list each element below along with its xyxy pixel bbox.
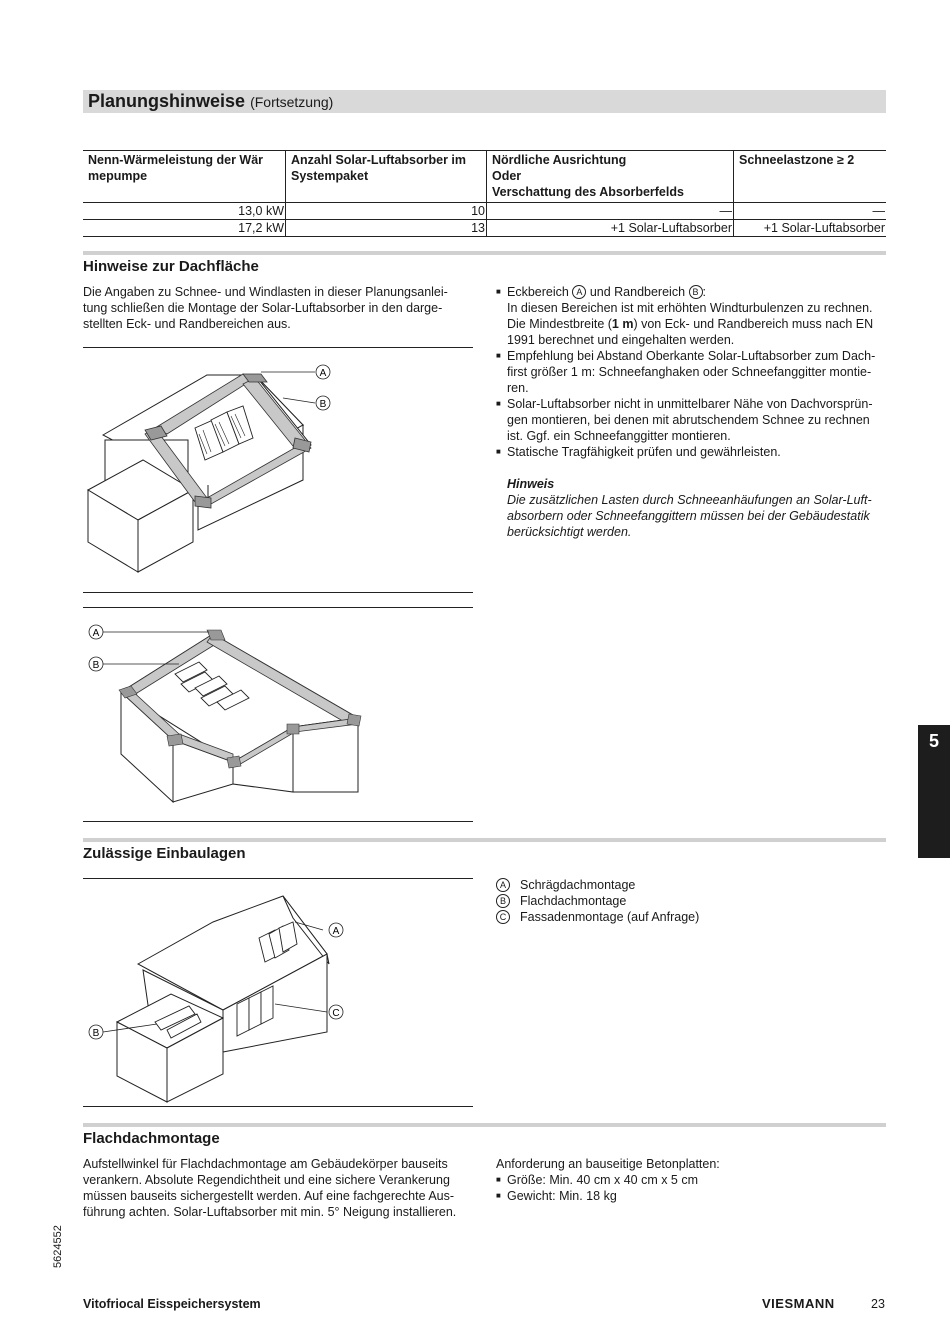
roof-intro-text: Die Angaben zu Schnee- und Windlasten in dieser Planungsanleitung schließen die Montage der Solar-Luftabsorber in den dargestellten Eck- und Randbereichen aus. — [83, 285, 448, 331]
figure-rule — [83, 1106, 473, 1107]
table-cell: +1 Solar-Luftabsorber — [487, 220, 734, 237]
mounting-positions-figure — [83, 882, 473, 1104]
section-divider — [83, 251, 886, 255]
document-number: 5624552 — [52, 1225, 64, 1268]
label-a-icon: A — [92, 628, 100, 639]
hint-title: Hinweis — [507, 477, 555, 491]
brand-logo: VIESMANN — [762, 1296, 835, 1311]
table-cell: — — [487, 203, 734, 220]
roof-bullet-list — [496, 284, 888, 460]
roof-notes — [496, 284, 888, 540]
gable-roof-figure — [83, 350, 473, 590]
label-a-icon: A — [496, 878, 510, 892]
table-header-cell: Nördliche Ausrichtung Oder Verschattung des Absorberfelds — [487, 151, 734, 203]
hint-text: Die zusätzlichen Lasten durch Schneeanhäufungen an Solar-Luftabsorbern oder Schneefanggittern müssen bei der Gebäudestatik berücksichtigt werden. — [507, 493, 872, 539]
label-b-icon: B — [92, 660, 100, 671]
page-title: Planungshinweise (Fortsetzung) — [88, 91, 334, 111]
figure-rule — [83, 821, 473, 822]
page-subtitle: (Fortsetzung) — [250, 94, 334, 110]
section-heading-mounting: Zulässige Einbaulagen — [83, 845, 246, 862]
page-number: 23 — [871, 1297, 885, 1311]
table-cell: 13,0 kW — [83, 203, 286, 220]
capacity-table — [83, 150, 886, 237]
list-item: ■ Gewicht: Min. 18 kg — [496, 1188, 886, 1204]
table-header-cell: Nenn-Wärmeleistung der Wär mepumpe — [83, 151, 286, 203]
table-header-cell: Schneelastzone ≥ 2 — [734, 151, 887, 203]
chapter-tab: 5 — [918, 725, 950, 858]
footer-product: Vitofriocal Eisspeichersystem — [83, 1297, 261, 1311]
label-a-icon: A — [332, 926, 340, 937]
table-header-cell: Anzahl Solar-Luftabsorber im Systempaket — [286, 151, 487, 203]
table-cell: 17,2 kW — [83, 220, 286, 237]
list-item: ■ Solar-Luftabsorber nicht in unmittelbarer Nähe von Dachvorsprüngen montieren, bei denen mit abrutschendem Schnee zu rechnen ist. Ggf. ein Schneefanggitter montieren. — [496, 396, 888, 444]
table-cell: +1 Solar-Luftabsorber — [734, 220, 887, 237]
figure-rule — [83, 607, 473, 608]
list-item: ■ Empfehlung bei Abstand Oberkante Solar-Luftabsorber zum Dachfirst größer 1 m: Schneefanghaken oder Schneefanggitter montieren. — [496, 348, 888, 396]
table-cell: — — [734, 203, 887, 220]
mounting-legend — [496, 877, 699, 925]
label-b-icon: B — [496, 894, 510, 908]
table-header-row — [83, 151, 886, 203]
label-c-icon: C — [332, 1008, 340, 1019]
flatroof-text: Aufstellwinkel für Flachdachmontage am Gebäudekörper bauseits verankern. Absolute Regendichtheit und eine sichere Verankerung müssen bauseits sichergestellt werden. Auf eine fachgerechte Ausführung achten. Solar-Luftabsorber mit min. 5° Neigung installieren. — [83, 1157, 457, 1219]
table-cell: 10 — [286, 203, 487, 220]
figure-rule — [83, 878, 473, 879]
page-title-bar — [83, 90, 886, 113]
label-b-icon: B — [92, 1028, 100, 1039]
figure-rule — [83, 592, 473, 593]
label-c-icon: C — [496, 910, 510, 924]
section-divider — [83, 838, 886, 842]
label-a-icon: A — [319, 368, 327, 379]
legend-item: A Schrägdachmontage — [496, 877, 699, 893]
list-item: ■ Statische Tragfähigkeit prüfen und gewährleisten. — [496, 444, 888, 460]
table-row — [83, 203, 886, 220]
section-heading-flatroof: Flachdachmontage — [83, 1130, 220, 1147]
section-divider — [83, 1123, 886, 1127]
legend-item: C Fassadenmontage (auf Anfrage) — [496, 909, 699, 925]
flat-roof-figure — [83, 612, 473, 820]
legend-item: B Flachdachmontage — [496, 893, 699, 909]
table-row — [83, 220, 886, 237]
label-b-icon: B — [689, 285, 703, 299]
section-heading-roof: Hinweise zur Dachfläche — [83, 258, 259, 275]
requirements-title: Anforderung an bauseitige Betonplatten: — [496, 1157, 720, 1171]
list-item: ■ Eckbereich A und Randbereich B : In diesen Bereichen ist mit erhöhten Windturbulenzen zu rechnen. Die Mindestbreite (1 m) von Eck- und Randbereich muss nach EN 1991 berechnet und eingehalten werden. — [496, 284, 888, 348]
list-item: ■ Größe: Min. 40 cm x 40 cm x 5 cm — [496, 1172, 886, 1188]
table-cell: 13 — [286, 220, 487, 237]
label-a-icon: A — [572, 285, 586, 299]
label-b-icon: B — [319, 399, 327, 410]
flatroof-requirements — [496, 1156, 886, 1204]
hint-box — [496, 476, 888, 540]
figure-rule — [83, 347, 473, 348]
